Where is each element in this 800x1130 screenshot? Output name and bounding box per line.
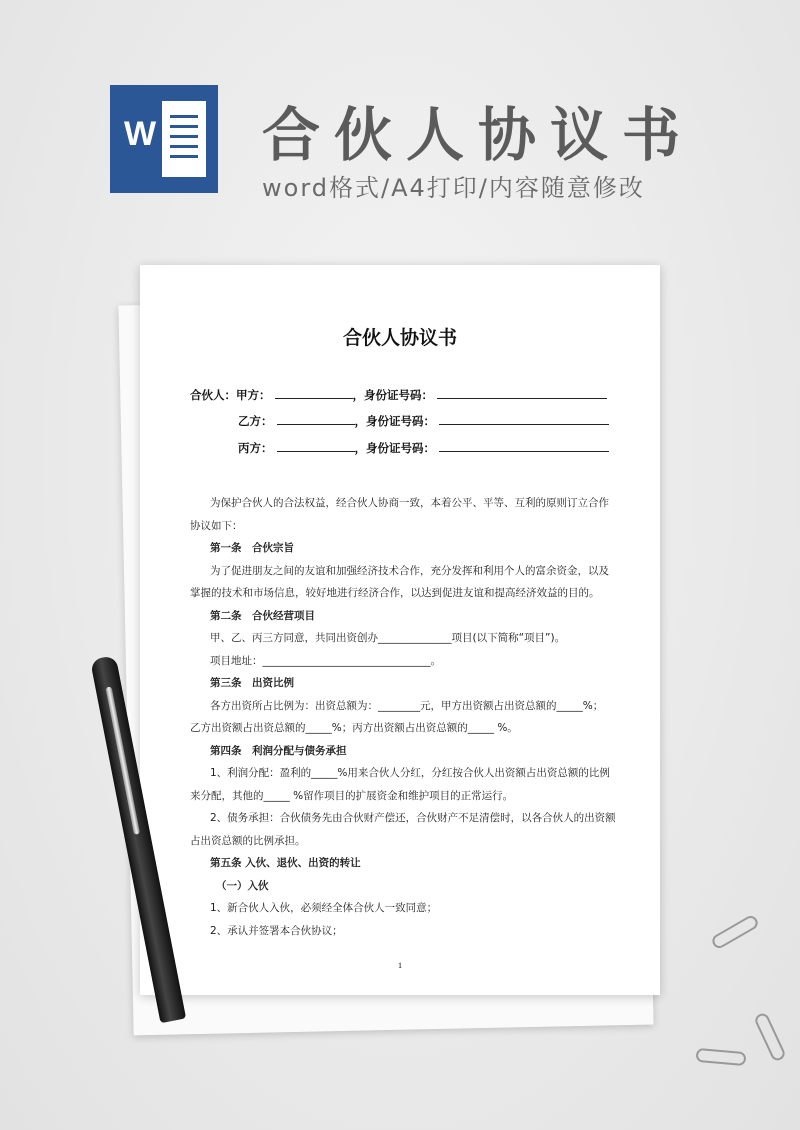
document-line: 占出资总额的比例承担。 (190, 834, 306, 847)
document-line: 第三条 出资比例 (210, 677, 294, 689)
banner-subtitle: word格式/A4打印/内容随意修改 (262, 174, 645, 202)
party-row-a: 合伙人：甲方： ，身份证号码： (190, 387, 607, 403)
document-line: 来分配，其他的_____ %留作项目的扩展资金和维护项目的正常运行。 (190, 789, 514, 802)
document-line: 第四条 利润分配与债务承担 (210, 744, 347, 757)
document-line: 第二条 合伙经营项目 (210, 609, 315, 622)
party-row-c: 丙方： ，身份证号码： (238, 440, 609, 456)
document-line: 项目地址：________________________________。 (210, 654, 441, 667)
document-line: 2、承认并签署本合伙协议； (210, 924, 343, 937)
document-line: 为保护合伙人的合法权益，经合伙人协商一致，本着公平、平等、互利的原则订立合作 (210, 497, 609, 509)
document-line: 为了促进朋友之间的友谊和加强经济技术合作，充分发挥和利用个人的富余资金，以及 (210, 564, 609, 577)
page-number: 1 (398, 961, 402, 970)
document-line: （一）入伙 (216, 879, 269, 892)
paperclip (695, 1048, 746, 1066)
document-line: 协议如下： (190, 519, 243, 532)
document-line: 1、利润分配：盈利的_____%用来合伙人分红，分红按合伙人出资额占出资总额的比例 (210, 767, 610, 779)
document-page (140, 265, 660, 995)
paperclip (753, 1011, 787, 1062)
document-title: 合伙人协议书 (342, 327, 457, 349)
word-icon: W (110, 85, 218, 193)
document-line: 甲、乙、丙三方同意，共同出资创办______________项目(以下简称“项目”)。 (210, 632, 566, 644)
document-line: 各方出资所占比例为：出资总额为：________元，甲方出资额占出资总额的_____%； (210, 699, 604, 712)
document-line: 2、债务承担：合伙债务先由合伙财产偿还，合伙财产不足清偿时，以各合伙人的出资额 (210, 812, 616, 824)
banner-title: 合伙人协议书 (262, 101, 695, 169)
document-line: 1、新合伙人入伙，必须经全体合伙人一致同意； (210, 902, 438, 914)
party-row-b: 乙方： ，身份证号码： (238, 413, 609, 429)
document-line: 乙方出资额占出资总额的_____%；丙方出资额占出资总额的_____ %。 (190, 722, 518, 734)
paperclip (710, 913, 760, 950)
document-line: 第五条 入伙、退伙、出资的转让 (210, 857, 361, 869)
document-line: 第一条 合伙宗旨 (210, 542, 294, 554)
document-line: 掌握的技术和市场信息，较好地进行经济合作，以达到促进友谊和提高经济效益的目的。 (190, 587, 600, 599)
